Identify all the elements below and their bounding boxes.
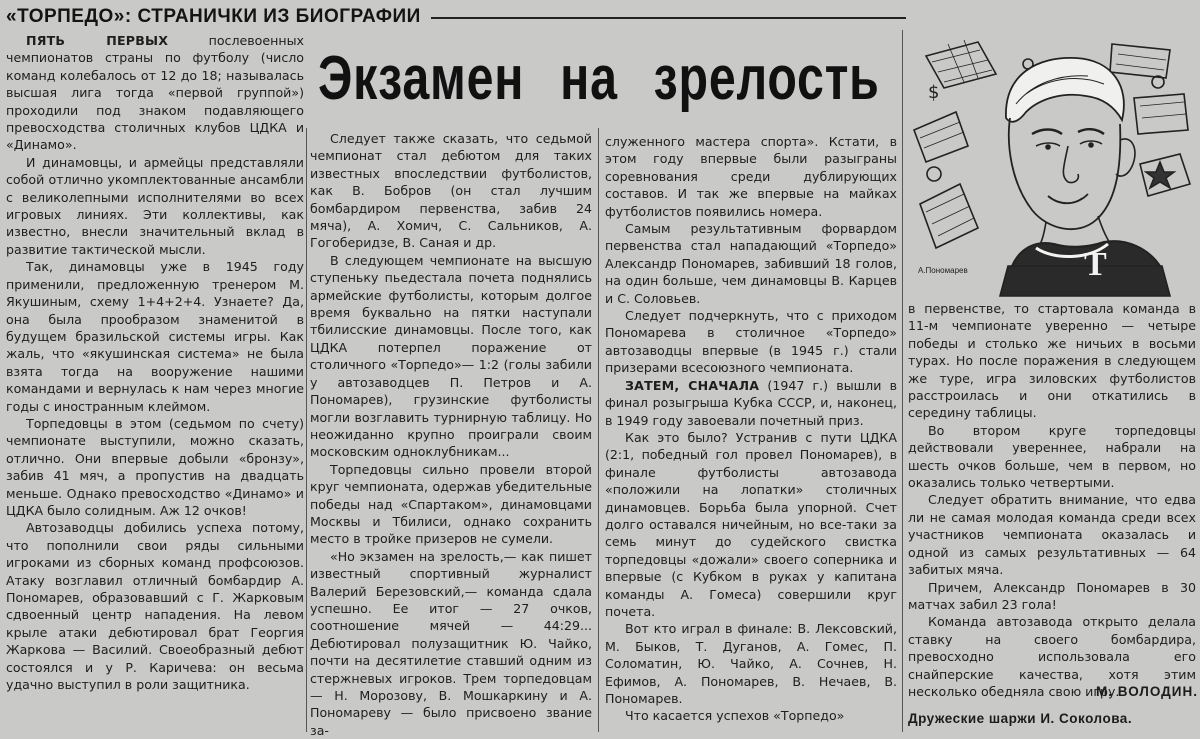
paragraph-text: в первенстве, то стартовала команда в 11-м чемпионате уверенно — четыре победы и столько же ничьих в восьми турах. Но после поражения в следующем же туре, игра зиловских футболистов расстроилась и они откатились в середину таблицы. <box>908 301 1196 421</box>
paragraph-text: Автозаводцы добились успеха потому, что пополнили свои ряды сильными игроками из сборных команд профсоюзов. Атаку возглавил отличный бомбардир А. Пономарев, образовавший с Г. Жарковым сдвоенный центр нападения. На левом крыле атаки дебютировал брат Георгия Жаркова — Василий. Своеобразный дебют состоялся и у Р. Каричева: он весьма удачно выступил в роли защитника. <box>6 520 304 693</box>
paragraph <box>605 377 897 429</box>
paragraph <box>605 620 897 707</box>
article-column-1 <box>6 32 304 732</box>
paragraph-text: Вот кто играл в финале: В. Лексовский, М. Быков, Т. Дуганов, А. Гомес, П. Соломатин, Ю. Чайко, А. Сочнев, Н. Ефимов, А. Пономарев, В. Нечаев, В. Пономарев. <box>605 621 897 706</box>
headline-word-1: Экзамен <box>318 44 525 113</box>
paragraph-text: Как это было? Устранив с пути ЦДКА (2:1, победный гол провел Пономарев), в финале футболисты автозавода «положили на лопатки» столичных динамовцев. Борьба была упорной. Счет долго оставался ничейным, но все-таки за семь минут до судейского свистка торпедовцы «дожали» своего соперника и впервые (с Кубком в руках у капитана команды А. Гомеса) совершили круг почета. <box>605 429 897 619</box>
paragraph-text: Торпедовцы сильно провели второй круг чемпионата, одержав убедительные победы над «Спартаком», динамовцами Москвы и Тбилиси, однако сохранить место в тройке призеров не сумели. <box>310 461 592 547</box>
paragraph <box>310 130 592 252</box>
paragraph <box>310 252 592 461</box>
paragraph-text: Так, динамовцы уже в 1945 году применили, предложенную тренером М. Якушиным, схему 1+4+2+4. Узнаете? Да, она была прообразом знаменитой в будущем бразильской системы игры. Как жаль, что «якушинская система» не была взята тогда на вооружение нашими командами и вернулась к нам через многие годы с иностранным клеймом. <box>6 259 304 414</box>
paragraph-text: Причем, Александр Пономарев в 30 матчах забил 23 гола! <box>908 579 1196 612</box>
paragraph <box>908 491 1196 578</box>
paragraph <box>6 258 304 415</box>
illustration-credit: Дружеские шаржи И. Соколова. <box>908 711 1133 726</box>
paragraph-text: Торпедовцы в этом (седьмом по счету) чемпионате выступили, можно сказать, отлично. Они впервые добыли «бронзу», забив 41 мяч, а пропустив на двадцать меньше. Однако превосходство «Динамо» и ЦДКА было солидным. Аж 12 очков! <box>6 415 304 518</box>
article-column-3 <box>605 133 897 732</box>
paragraph-text: Следует обратить внимание, что едва ли не самая молодая команда среди всех участников чемпионата оказалась и одной из самых результативных — 64 забитых мяча. <box>908 492 1196 578</box>
svg-text:$: $ <box>928 82 940 103</box>
paragraph <box>6 415 304 519</box>
headline <box>318 40 880 118</box>
paragraph-text: Следует также сказать, что седьмой чемпионат стал дебютом для таких известных впоследствии футболистов, как В. Бобров (он стал лучшим бомбардиром первенства, забив 24 мяча), А. Хомич, С. Сальников, А. Гогоберидзе, В. Саная и др. <box>310 131 592 251</box>
paragraph <box>6 32 304 154</box>
paragraph <box>6 154 304 258</box>
paragraph-text: Во втором круге торпедовцы действовали увереннее, набрали на шесть очков больше, чем в первом, но оказались только четвертыми. <box>908 422 1196 491</box>
paragraph-text: Команда автозавода открыто делала ставку на своего бомбардира, превосходно использовала его снайперские качества, хотя этим несколько обедняла свою игру. <box>908 614 1196 699</box>
rubric-rule <box>431 17 906 19</box>
paragraph-text: И динамовцы, и армейцы представляли собой отлично укомплектованные ансамбли с великолепными исполнителями во всех игровых линиях. Эти коллективы, как известно, внесли значительный вклад в развитие тактической мысли. <box>6 154 304 257</box>
paragraph-text: (1947 г.) вышли в финал розыгрыша Кубка СССР, и, наконец, в 1949 году завоевали почетный приз. <box>605 377 897 428</box>
paragraph <box>605 429 897 620</box>
paragraph <box>310 461 592 548</box>
paragraph <box>6 519 304 693</box>
column-rule <box>306 128 307 732</box>
paragraph <box>605 220 897 307</box>
paragraph <box>605 707 897 724</box>
paragraph <box>908 300 1196 422</box>
paragraph-text: послевоенных чемпионатов страны по футболу (число команд колебалось от 12 до 18; называлась высшая лига тогда «первой группой») проходили под знаком подавляющего превосходства столичных клубов ЦДКА и «Динамо». <box>6 33 304 153</box>
paragraph-text: служенного мастера спорта». Кстати, в этом году впервые были разыграны соревнования среди дублирующих составов. И так же впервые на майках футболистов появились номера. <box>605 134 897 219</box>
paragraph-text: Что касается успехов «Торпедо» <box>625 708 845 724</box>
rubric-title: «ТОРПЕДО»: СТРАНИЧКИ ИЗ БИОГРАФИИ <box>6 6 421 27</box>
caricature-illustration <box>908 34 1198 296</box>
paragraph-lead: ЗАТЕМ, СНАЧАЛА <box>625 377 760 393</box>
author-signature: М. ВОЛОДИН. <box>1096 684 1198 699</box>
column-rule <box>598 128 599 732</box>
illustration-signature: А.Пономарев <box>918 266 968 275</box>
article-column-2 <box>310 130 592 738</box>
column-rule <box>902 30 903 732</box>
paragraph-text: Следует подчеркнуть, что с приходом Пономарева в столичное «Торпедо» автозаводцы впервые (в 1945 г.) стали призерами всесоюзного чемпионата. <box>605 308 897 376</box>
paragraph-lead: ПЯТЬ ПЕРВЫХ <box>26 33 169 48</box>
caricature-drawing <box>908 34 1198 296</box>
shirt-emblem: Т <box>1084 246 1107 283</box>
headline-word-3: зрелость <box>653 44 880 113</box>
headline-word-2: на <box>560 44 618 113</box>
paragraph-text: Самым результативным форвардом первенства стал нападающий «Торпедо» Александр Пономарев, забивший 18 голов, на один больше, чем динамовцы В. Карцев и С. Соловьев. <box>605 221 897 306</box>
paragraph-text: «Но экзамен на зрелость,— как пишет известный спортивный журналист Валерий Березовский,— команда сдала успешно. Ее итог — 27 очков, соотношение мячей — 44:29... Дебютировал полузащитник Ю. Чайко, почти на десятилетие ставший одним из стержневых игроков. Трем торпедовцам — Н. Морозову, В. Мошкаркину и А. Пономареву — было присвоено звание за- <box>310 548 592 738</box>
paragraph-text: В следующем чемпионате на высшую ступеньку пьедестала почета поднялись армейские футболисты, которым долгое время буквально на пятки наступали тбилисские динамовцы. После того, как ЦДКА потерпел поражение от столичного «Торпедо»— 1:2 (голы забили у автозаводцев П. Петров и А. Пономарев), грузинские футболисты могли возглавить турнирную таблицу. Но неожиданно крупно проиграли своим московским одноклубникам... <box>310 252 592 460</box>
paragraph <box>908 422 1196 492</box>
paragraph <box>605 307 897 377</box>
paragraph <box>605 133 897 220</box>
paragraph <box>908 579 1196 614</box>
rubric-header <box>6 4 906 30</box>
paragraph <box>310 548 592 739</box>
